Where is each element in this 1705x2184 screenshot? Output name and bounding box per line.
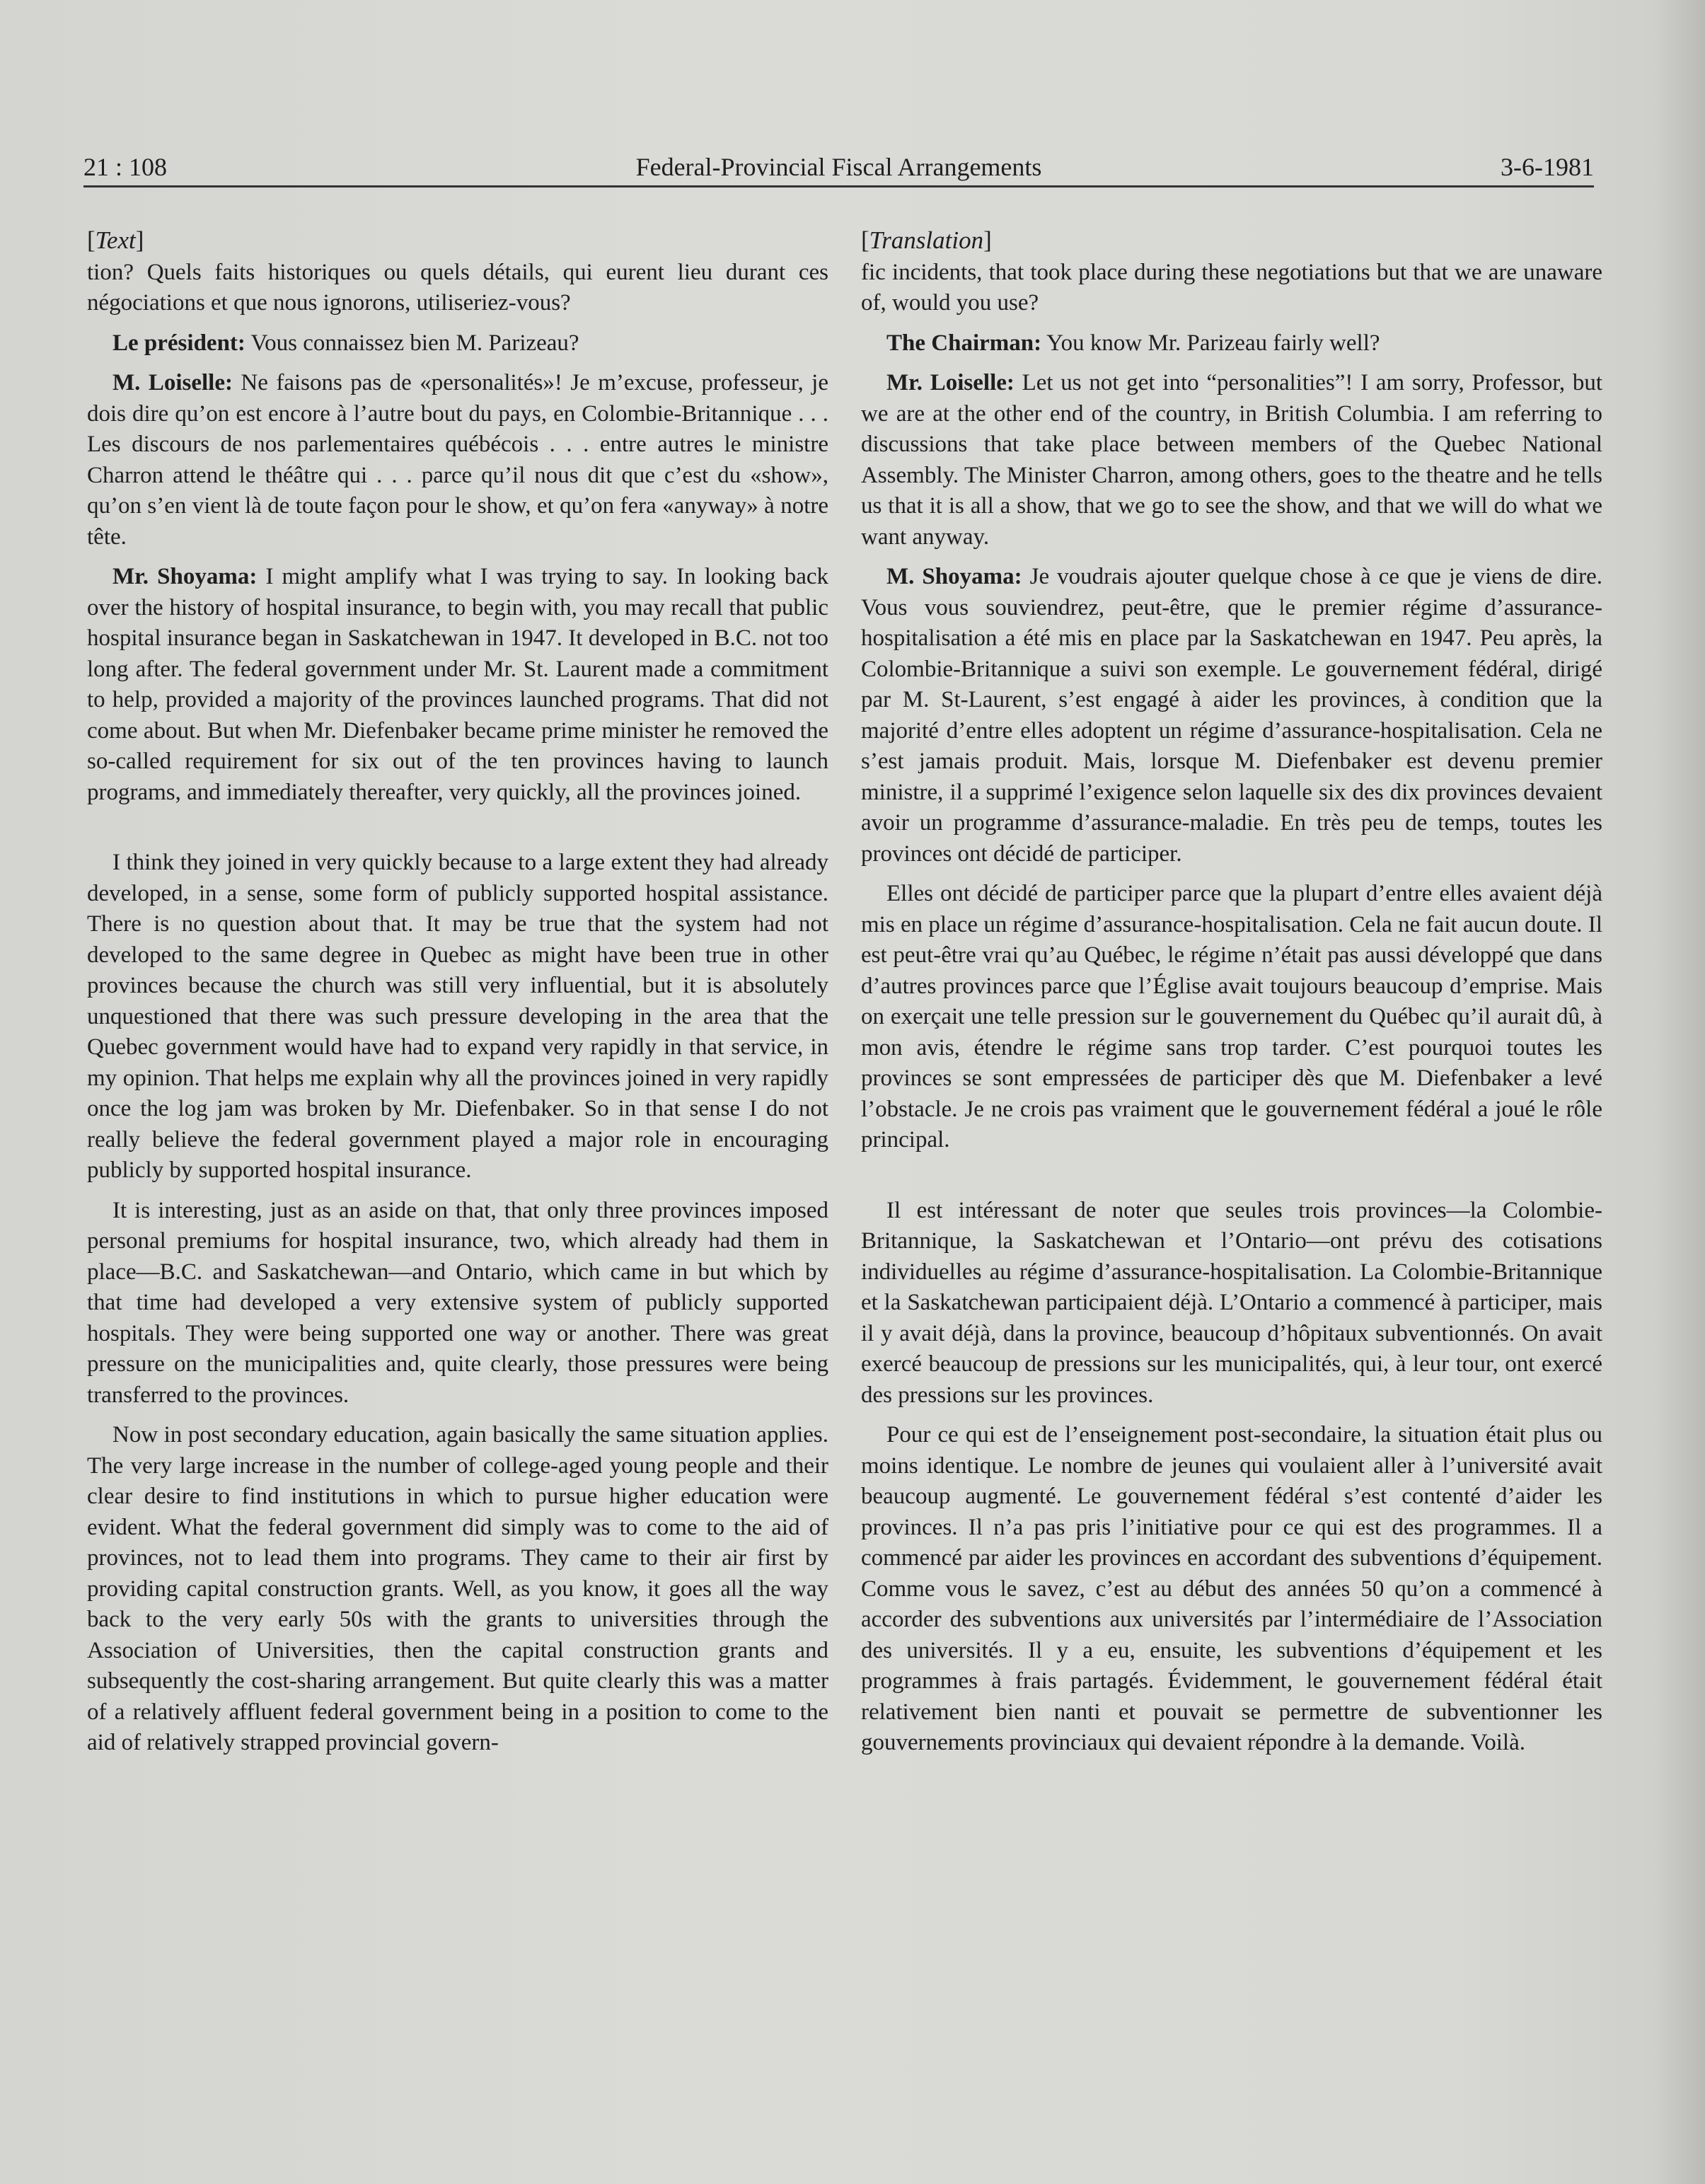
left-paragraph-5: I think they joined in very quickly because to a large extent they had already developed, in a sense, some form of publicly supported hospital assistance. There is no question about that. It may be true that the system had not developed to the same degree in Quebec as might have been true in other provinces because the church was still very influential, but it is absolutely unquestioned that there was such pressure developing in the area that the Quebec government would have had to expand very rapidly in that service, in my opinion. That helps me explain why all the provinces joined in very rapidly once the log jam was broken by Mr. Diefenbaker. So in that sense I do not really believe the federal government played a major role in encouraging publicly by supported hospital insurance.	[87, 850, 828, 1183]
left-column	[87, 225, 828, 1768]
right-language-label: [Translation]	[861, 226, 992, 254]
left-language-label-text: Text	[95, 226, 136, 254]
speaker-name: M. Loiselle:	[112, 370, 233, 395]
right-paragraph-6: Il est intéressant de noter que seules trois provinces—la Colombie-Britannique, la Saskatchewan et l’Ontario—ont prévu des cotisations individuelles au régime d’assurance-hospitalisation. La Colombie-Britannique et la Saskatchewan participaient déjà. L’Ontario a commencé à participer, mais il y avait déjà, dans la province, beaucoup d’hôpitaux subventionnés. On avait exercé beaucoup de pressions sur les municipalités, qui, à leur tour, ont exercé des pressions sur les provinces.	[861, 1197, 1602, 1408]
speech-text: I might amplify what I was trying to say. In looking back over the history of hospital insurance, to begin with, you may recall that public hospital insurance began in Saskatchewan in 1947. It developed in B.C. not too long after. The federal government under Mr. St. Laurent made a commitment to help, provided a majority of the provinces launched programs. That did not come about. But when Mr. Diefenbaker became prime minister he removed the so-called requirement for six out of the ten provinces having to launch programs, and immediately thereafter, very quickly, all the provinces joined.	[87, 564, 829, 805]
right-paragraph-3	[861, 368, 1602, 553]
speaker-name: The Chairman:	[886, 330, 1042, 356]
header-rule	[83, 185, 1594, 187]
speaker-name: Le président:	[112, 330, 245, 356]
speech-text: You know Mr. Parizeau fairly well?	[1041, 330, 1380, 356]
left-paragraph-6: It is interesting, just as an aside on that, that only three provinces imposed personal premiums for hospital insurance, two, which already had them in place—B.C. and Saskatchewan—and Ontario, which came in but which by that time had developed a very extensive system of publicly supported hospitals. They were being supported one way or another. There was great pressure on the municipalities and, quite clearly, those pressures were being transferred to the provinces.	[87, 1197, 828, 1408]
left-paragraph-1: tion? Quels faits historiques ou quels détails, qui eurent lieu durant ces négociations et que nous ignorons, utiliseriez-vous?	[87, 259, 828, 316]
right-paragraph-1: fic incidents, that took place during these negotiations but that we are unaware of, would you use?	[861, 259, 1602, 316]
speech-text: Vous connaissez bien M. Parizeau?	[245, 330, 579, 356]
right-paragraph-4	[861, 562, 1602, 869]
speaker-name: Mr. Shoyama:	[112, 564, 258, 589]
left-paragraph-4	[87, 562, 828, 808]
page-number: 21 : 108	[83, 153, 168, 181]
speaker-name: M. Shoyama:	[886, 564, 1022, 589]
speech-text: Ne faisons pas de «personalités»! Je m’excuse, professeur, je dois dire qu’on est encore à l’autre bout du pays, en Colombie-Britannique . . . Les discours de nos parlementaires québécois . . . entre autres le ministre Charron attend le théâtre qui . . . parce qu’il nous dit que c’est du «show», qu’on s’en vient là de toute façon pour le show, et qu’on fera «anyway» à notre tête.	[87, 370, 828, 550]
page-date: 3-6-1981	[1501, 153, 1594, 181]
speech-text: Je voudrais ajouter quelque chose à ce que je viens de dire. Vous vous souviendrez, peut-être, que le premier régime d’assurance-hospitalisation a été mis en place par la Saskatchewan en 1947. Peu après, la Colombie-Britannique a suivi son exemple. Le gouvernement fédéral, dirigé par M. St-Laurent, s’est engagé à aider les provinces, à condition que la majorité d’entre elles adoptent un régime d’assurance-hospitalisation. Cela ne s’est jamais produit. Mais, lorsque M. Diefenbaker est devenu premier ministre, il a supprimé l’exigence selon laquelle six des dix provinces devaient avoir un programme d’assurance-maladie. En très peu de temps, toutes les provinces ont décidé de participer.	[861, 564, 1602, 867]
page-header	[83, 149, 1594, 185]
left-paragraph-3	[87, 368, 828, 553]
right-paragraph-7: Pour ce qui est de l’enseignement post-secondaire, la situation était plus ou moins identique. Le nombre de jeunes qui voulaient aller à l’université avait beaucoup augmenté. Le gouvernement fédéral s’est contenté d’aider les provinces. Il n’a pas pris l’initiative pour ce qui est des programmes. Il a commencé par aider les provinces en accordant des subventions d’équipement. Comme vous le savez, c’est au début des années 50 qu’on a commencé à accorder des subventions aux universités par l’intermédiaire de l’Association des universités. Il y a eu, ensuite, les subventions d’équipement et les programmes à frais partagés. Évidemment, le gouvernement fédéral était relativement bien nanti et pouvait se permettre de subventionner les gouvernements provinciaux qui devaient répondre à la demande. Voilà.	[861, 1422, 1602, 1755]
publication-title: Federal-Provincial Fiscal Arrangements	[635, 153, 1042, 181]
speaker-name: Mr. Loiselle:	[886, 370, 1015, 395]
speech-text: Let us not get into “personalities”! I am sorry, Professor, but we are at the other end of the country, in British Columbia. I am referring to discussions that take place between members of the Quebec National Assembly. The Minister Charron, among others, goes to the theatre and he tells us that it is all a show, that we go to see the show, and that we will do what we want anyway.	[861, 370, 1603, 550]
right-column	[861, 225, 1602, 1768]
left-language-label: [Text]	[87, 226, 144, 254]
left-paragraph-7: Now in post secondary education, again basically the same situation applies. The very large increase in the number of college-aged young people and their clear desire to find institutions in which to pursue higher education were evident. What the federal government did simply was to come to the aid of provinces, not to lead them into programs. They came to their air first by providing capital construction grants. Well, as you know, it goes all the way back to the very early 50s with the grants to universities through the Association of Universities, then the capital construction grants and subsequently the cost-sharing arrangement. But quite clearly this was a matter of a relatively affluent federal government being in a position to come to the aid of relatively strapped provincial govern-	[87, 1422, 828, 1755]
left-paragraph-2	[87, 328, 828, 359]
right-paragraph-2	[861, 328, 1602, 359]
right-paragraph-5: Elles ont décidé de participer parce que la plupart d’entre elles avaient déjà mis en place un régime d’assurance-hospitalisation. Cela ne fait aucun doute. Il est peut-être vrai qu’au Québec, le régime n’était pas aussi développé que dans d’autres provinces parce que l’Église avait toujours beaucoup d’emprise. Mais on exerçait une telle pression sur le gouvernement du Québec qu’il aurait dû, à mon avis, étendre le régime sans trop tarder. C’est pourquoi toutes les provinces se sont empressées de participer dès que M. Diefenbaker a levé l’obstacle. Je ne crois pas vraiment que le gouvernement fédéral a joué le rôle principal.	[861, 881, 1602, 1152]
right-language-label-text: Translation	[869, 226, 984, 254]
